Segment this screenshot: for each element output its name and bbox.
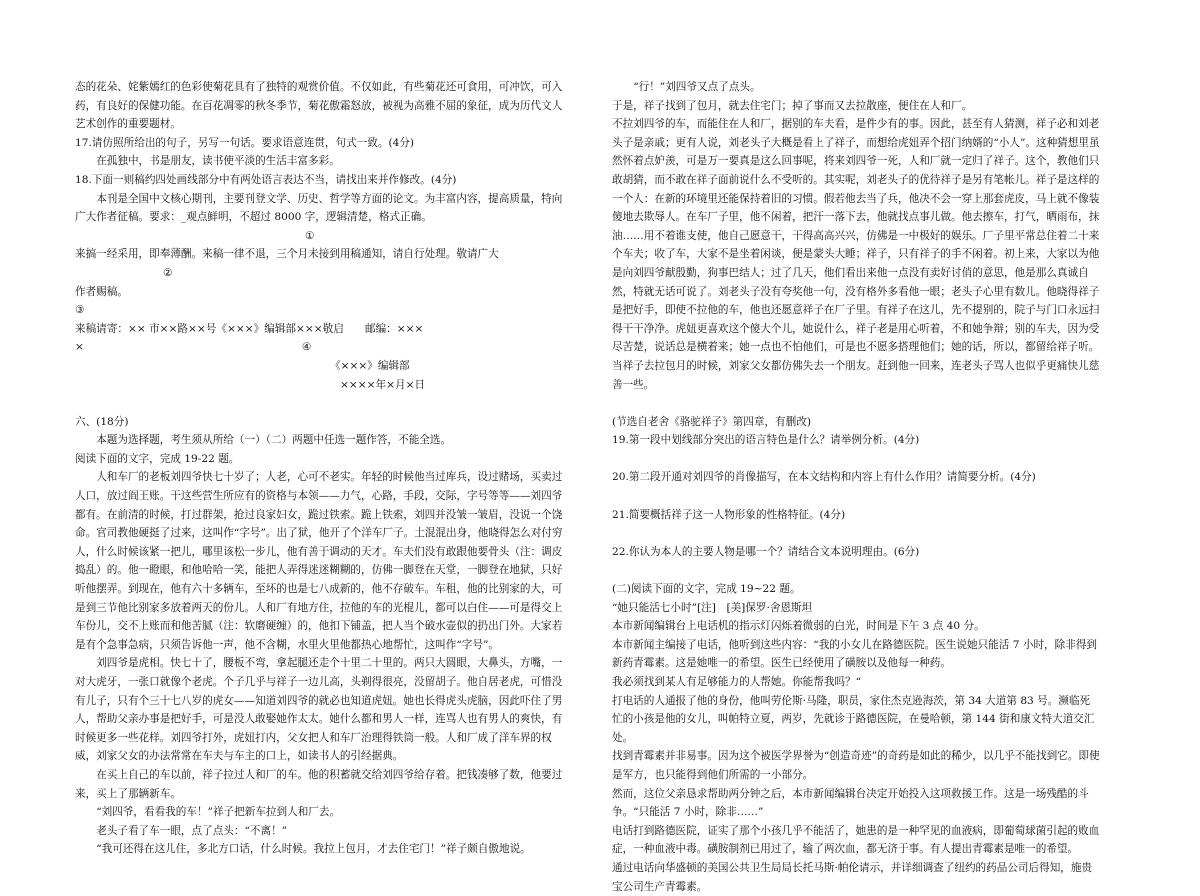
question-22: 22.你认为本人的主要人物是哪一个？请结合文本说明理由。(6分) <box>612 545 920 558</box>
passage-2-paragraph-3: 我必须找到某人有足够能力的人帮她。你能帮我吗？“ <box>612 676 862 688</box>
right-column <box>612 78 1100 896</box>
question-18-address-2 <box>75 338 565 357</box>
passage-2-paragraph-4: 打电话的人通报了他的身份，他叫劳伦斯·马隆，职员，家住杰克逊海茨，第 34 大道第 83 号。濒临死忙的小孩是他的女儿，叫帕特立夏，两岁，先就诊于路德医院，在曼哈顿，第 144 街和康文特大道交汇处。 <box>612 694 1095 744</box>
passage-2-paragraph-6: 然而，这位父亲恳求帮助两分钟之后，本市新闻编辑台决定开始投入这项救援工作。这是一场残酷的斗争。“只能活 7 小时，除非……” <box>612 787 1089 819</box>
left-column <box>75 78 565 859</box>
underline-mark-3: ③ <box>75 304 85 317</box>
chrysanthemum-paragraph: 态的花朵、姹紫嫣红的色彩使菊花具有了独特的观赏价值。不仅如此，有些菊花还可食用，可冲饮，可入药，有良好的保健功能。在百花凋零的秋冬季节，菊花傲霜怒放，被视为高雅不屈的象征，成为历代文人艺术创作的重要题材。 <box>75 81 563 131</box>
passage-2-paragraph-8: 通过电话向华盛顿的美国公共卫生局局长托马斯·帕伦请示，并详细调查了纽约的药品公司后得知，施贵宝公司生产青霉素。 <box>612 861 1093 893</box>
passage-paragraph-5: 老头子看了车一眼，点了点头：“不离！” <box>96 824 288 837</box>
question-18-address: 来稿请寄：×× 市××路××号《×××》编辑部×××敬启 邮编：××× <box>75 322 424 335</box>
passage-paragraph-2: 刘四爷是虎相。快七十了，腰板不弯，拿起腿还走个十里二十里的。两只大圆眼，大鼻头，方嘴，一对大虎牙，一张口就像个老虎。个子几乎与祥子一边儿高，头剃得很亮，没留胡子。他自居老虎，可惜没有儿子，只有个三十七八岁的虎女——知道刘四爷的就必也知道虎妞。她也长得虎头虎脑，因此吓住了男人，帮助父亲办事是把好手，可是没人敢娶她作太太。她什么都和男人一样，连骂人也有男人的爽快，有时候更多一些花样。刘四爷打外，虎妞打内，父女把人和车厂治理得铁筒一般。人和厂成了洋车界的权威，刘家父女的办法常常在车夫与车主的口上，如读书人的引经据典。 <box>75 657 563 763</box>
question-17-example: 在孤独中，书是朋友，读书使平淡的生活丰富多彩。 <box>96 155 340 168</box>
passage-source: (节选自老舍《骆驼祥子》第四章，有删改) <box>612 415 811 428</box>
reading-instruction-2: (二)阅读下面的文字，完成 19~22 题。 <box>612 583 801 596</box>
passage-paragraph-4: “刘四爷，看看我的车！”祥子把新车拉到人和厂去。 <box>96 806 341 819</box>
question-19: 19.第一段中划线部分突出的语言特色是什么？请举例分析。(4分) <box>612 434 920 447</box>
passage-paragraph-8: 于是，祥子找到了包月，就去住宅门；掉了事而又去拉散座，便住在人和厂。 <box>612 99 973 112</box>
question-17: 17.请仿照所给出的句子，另写一句话。要求语意连贯，句式一致。(4分) <box>75 136 415 149</box>
signature-date: ××××年×月×日 <box>340 378 426 391</box>
address-continuation: × <box>75 341 84 354</box>
passage-paragraph-1: 人和车厂的老板刘四爷快七十岁了；人老，心可不老实。年轻的时候他当过库兵，设过赌场，买卖过人口，放过阎王账。干这些营生所应有的资格与本领——力气，心路，手段，交际，字号等等——刘四爷都有。在前清的时候，打过群架，抢过良家妇女，跪过铁索。跪上铁索，刘四并没皱一皱眉，没说一个饶命。官司教他硬挺了过来，这叫作“字号”。出了狱，他开了个洋车厂子。土混混出身，他晓得怎么对付穷人，什么时候该紧一把儿，哪里该松一步儿，他有善于调动的天才。车夫们没有敢跟他要骨头（注：调皮捣乱）的。他一瞪眼，和他哈哈一笑，能把人弄得迷迷糊糊的，仿佛一脚登在天堂，一脚登在地狱，只好听他摆弄。到现在，他有六十多辆车，至坏的也是七八成新的，他不存破车。车租，他的比别家的大，可是到三节他比别家多放着两天的份儿。人和厂有地方住，拉他的车的光棍儿，都可以白住——可是得交上车份儿，交不上账而和他苦腻（注：软磨硬缠）的，他扣下铺盖，把人当个破水壶似的扔出门外。大家若是有个急事急病，只须告诉他一声，他不含糊，水里火里他都热心地帮忙，这叫作“字号”。 <box>75 471 563 651</box>
question-18-body: 本刊是全国中文核心期刊，主要刊登文学、历史、哲学等方面的论文。为丰富内容，提高质量，特向广大作者征稿。要求：_观点鲜明，不超过 8000 字，逻辑清楚，格式正确。 <box>75 192 563 224</box>
passage-paragraph-3: 在买上自己的车以前，祥子拉过人和厂的车。他的积蓄就交给刘四爷给存着。把钱凑够了数，他要过来，买上了那辆新车。 <box>75 768 563 800</box>
question-20: 20.第二段开通对刘四爷的肖像描写，在本文结构和内容上有什么作用？请简要分析。(4分) <box>612 471 1036 484</box>
passage-paragraph-6: “我可还得在这儿住，多北方口话，什么时候。我拉上包月，才去住宅门！”祥子颇自傲地说。 <box>96 843 531 856</box>
question-21: 21.简要概括祥子这一人物形象的性格特征。(4分) <box>612 508 846 521</box>
signature-department: 《×××》编辑部 <box>330 359 410 372</box>
underline-mark-2: ② <box>163 266 173 279</box>
passage-2-paragraph-2: 本市新闻主编接了电话，他听到这些内容：“我的小女儿在路德医院。医生说她只能活 7 小时，除非得到新药青霉素。这是她唯一的希望。医生已经使用了磺胺以及他每一种药。 <box>612 638 1098 670</box>
passage-2-paragraph-1: 本市新闻编辑台上电话机的指示灯闪烁着微弱的白光，时间是下午 3 点 40 分。 <box>612 620 985 633</box>
passage-2-title: “她只能活七小时”[注] [美]保罗·舍恩斯坦 <box>612 601 813 614</box>
section-6-heading: 六、(18分) <box>75 415 129 428</box>
passage-paragraph-9: 不拉刘四爷的车，而能住在人和厂，据别的车夫看，是件少有的事。因此，甚至有人猜测，祥子必和刘老头子是亲戚；更有人说，刘老头子大概是看上了祥子，而想给虎妞弄个招门纳婿的“小人”。这种猜想里虽然怀着点妒羡，可是万一要真是这么回事呢，将来刘四爷一死，人和厂就一定归了祥子。这个，教他们只敢胡猜，而不敢在祥子面前说什么不受听的。其实呢，刘老头子的优待祥子是另有笔帐儿。祥子是这样的一个人：在新的环境里还能保持着旧的习惯。假若他去当了兵，他决不会一穿上那套虎皮，马上就不像装傻地去欺辱人。在车厂子里，他不闲着，把汗一落下去，他就找点事儿做。他去擦车，打气，晒雨布，抹油……用不着谁支使，他自己愿意干，干得高高兴兴，仿佛是一中极好的娱乐。厂子里平常总住着二十来个车夫；收了车，大家不是坐着闲谈，便是蒙头大睡；祥子，只有祥子的手不闲着。初上来，大家以为他是向刘四爷献殷勤，狗事巴结人；过了几天，他们看出来他一点没有卖好讨俏的意思，他是那么真诚自然，特就无话可说了。刘老头子没有夸奖他一句，没有格外多看他一眼；老头子心里有数儿。他晓得祥子是把好手，即使不拉他的车，他也还愿意祥子在厂子里。有祥子在这儿，先不提别的，院子与门口永远扫得干干净净。虎妞更喜欢这个傻大个儿，她说什么，祥子老是用心听着，不和她争辩；别的车夫，因为受尽苦楚，说话总是横着来；她一点也不怕他们，可是也不愿多搭理他们；她的话，所以，都留给祥子听。当祥子去拉包月的时候，刘家父女都仿佛失去一个朋友。赶到他一回来，连老头子骂人也似乎更痛快儿慈善一些。 <box>612 118 1100 391</box>
underline-mark-1: ① <box>305 229 315 242</box>
passage-2-paragraph-5: 找到青霉素并非易事。因为这个被医学界誉为“创造奇迹”的奇药是如此的稀少，以几乎不能找到它。即使是军方，也只能得到他们所需的一小部分。 <box>612 750 1100 781</box>
question-18-line-3: 作者赐稿。 <box>75 285 128 298</box>
passage-2-paragraph-7: 电话打到路德医院，证实了那个小孩几乎不能活了，她患的是一种罕见的血液病，即葡萄球菌引起的败血症，一种血液中毒。磺胺制剂已用过了，输了两次血，都无济于事。有人提出青霉素是唯一的希望。 <box>612 824 1100 856</box>
underline-mark-4: ④ <box>301 341 312 354</box>
passage-paragraph-7: “行！”刘四爷又点了点头。 <box>633 81 761 93</box>
question-18-line-2: 来搞一经采用，即奉薄酬。来稿一律不退，三个月未接到用稿通知，请自行处理。敬请广大 <box>75 248 499 261</box>
section-6-note: 本题为选择题，考生须从所给（一）（二）两题中任选一题作答，不能全选。 <box>96 434 452 447</box>
reading-instruction-1: 阅读下面的文字，完成 19-22 题。 <box>75 452 240 465</box>
question-18: 18.下面一则稿约四处画线部分中有两处语言表达不当，请找出来并作修改。(4分) <box>75 173 457 186</box>
